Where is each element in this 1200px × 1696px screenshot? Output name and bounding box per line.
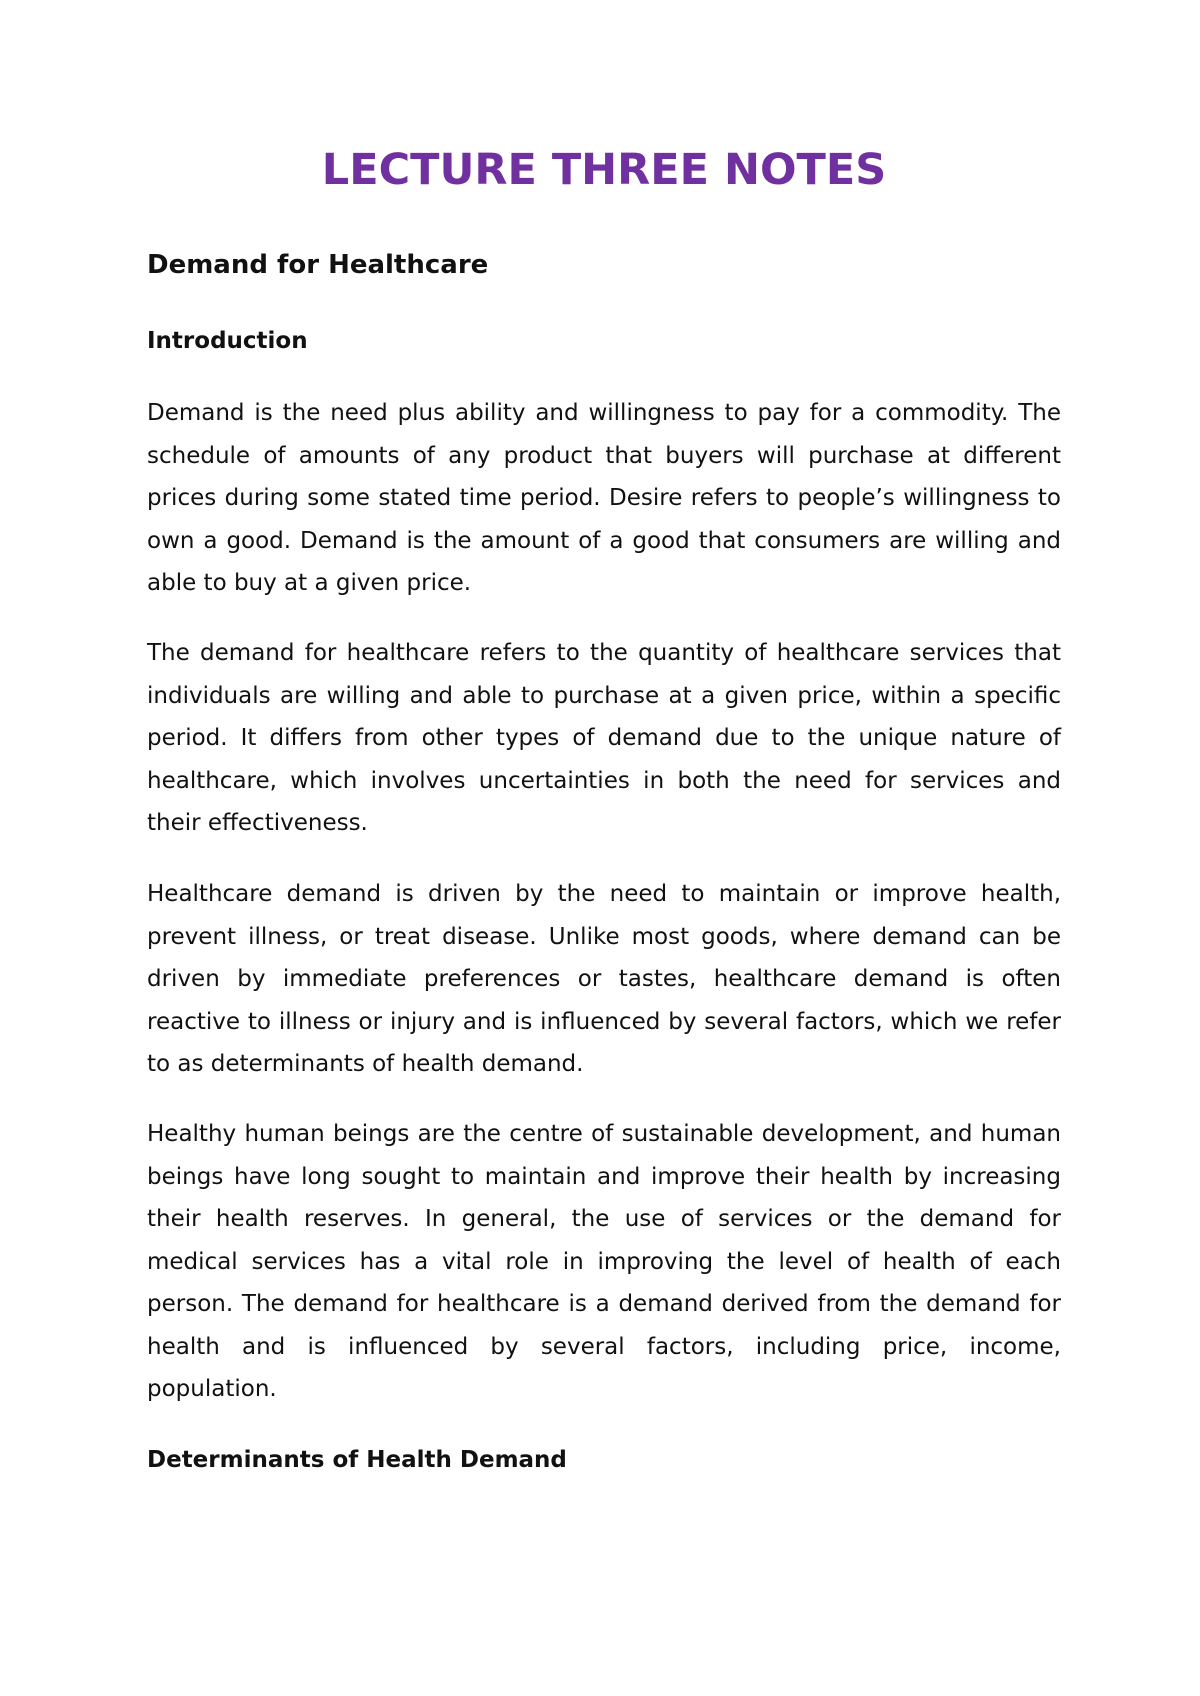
paragraph-3: Healthcare demand is driven by the need to maintain or improve health, prevent illness, or treat disease. Unlike most goods, where demand can be driven by immediate preferences or tastes, healthcare demand is often reactive to illness or injury and is influenced by several factors, which we refer to as determinants of health demand. (147, 881, 1061, 1077)
paragraph-2: The demand for healthcare refers to the quantity of healthcare services that individuals are willing and able to purchase at a given price, within a specific period. It differs from other types of demand due to the unique nature of healthcare, which involves uncertainties in both the need for services and their effectiveness. (147, 640, 1061, 836)
subheading-introduction: Introduction (147, 328, 308, 354)
subheading-determinants-of-health-demand: Determinants of Health Demand (147, 1447, 567, 1473)
document-title: LECTURE THREE NOTES (321, 145, 887, 195)
paragraph-1: Demand is the need plus ability and willingness to pay for a commodity. The schedule of amounts of any product that buyers will purchase at different prices during some stated time period. Desire refers to people’s willingness to own a good. Demand is the amount of a good that consumers are willing and able to buy at a given price. (147, 400, 1061, 596)
section-heading-demand-for-healthcare: Demand for Healthcare (147, 250, 489, 280)
paragraph-4: Healthy human beings are the centre of sustainable development, and human beings have long sought to maintain and improve their health by increasing their health reserves. In general, the use of services or the demand for medical services has a vital role in improving the level of health of each person. The demand for healthcare is a demand derived from the demand for health and is influenced by several factors, including price, income, population. (147, 1121, 1061, 1402)
